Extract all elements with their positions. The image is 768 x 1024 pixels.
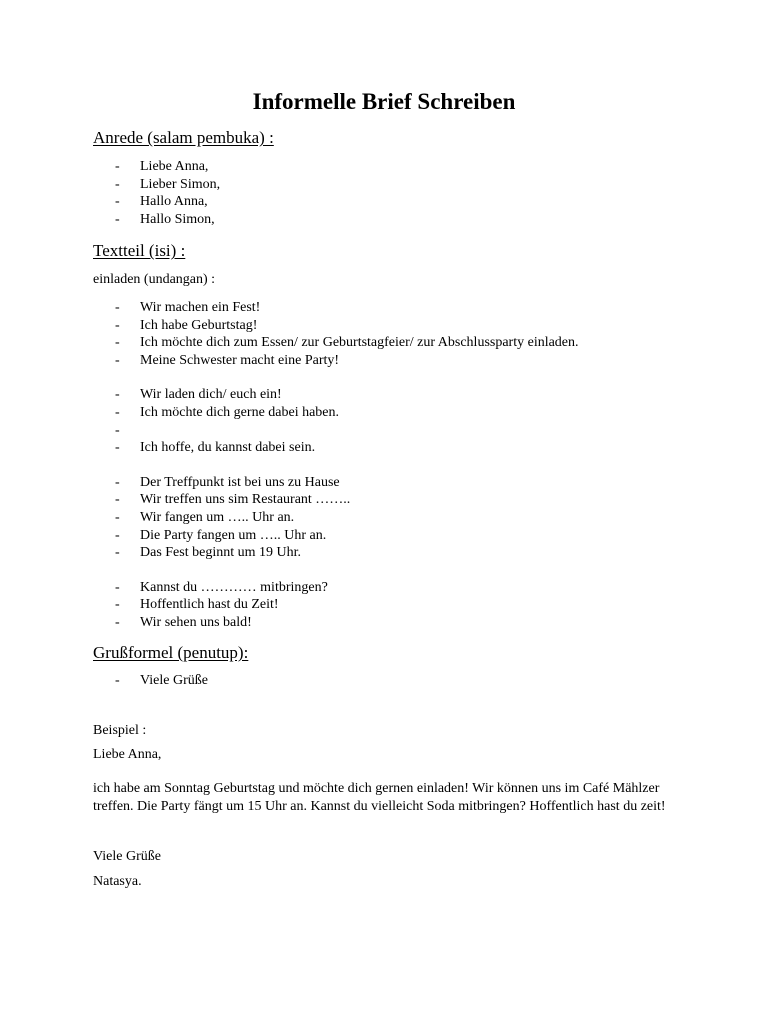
- example-body: ich habe am Sonntag Geburtstag und möchte dich gernen einladen! Wir können uns im Café Mählzer treffen. Die Party fängt um 15 Uhr an. Kannst du vielleicht Soda mitbringen? Hoffentlich hast du zeit!: [93, 781, 666, 814]
- list-item: - Wir laden dich/ euch ein!: [93, 386, 579, 404]
- list-item: [93, 422, 579, 440]
- grussformel-heading: Grußformel (penutup):: [93, 643, 249, 662]
- list-item: - Der Treffpunkt ist bei uns zu Hause: [93, 474, 579, 492]
- list-item: - Wir machen ein Fest!: [93, 299, 579, 317]
- beispiel-label: Beispiel :: [93, 723, 147, 738]
- example-greeting: Liebe Anna,: [93, 747, 162, 762]
- list-item: - Ich hoffe, du kannst dabei sein.: [93, 439, 579, 457]
- list-item: - Ich möchte dich gerne dabei haben.: [93, 404, 579, 422]
- grussformel-list: [93, 672, 208, 690]
- list-item: - Lieber Simon,: [93, 176, 220, 194]
- list-item: - Das Fest beginnt um 19 Uhr.: [93, 544, 579, 562]
- anrede-heading: Anrede (salam pembuka) :: [93, 128, 274, 147]
- list-item: - Ich habe Geburtstag!: [93, 317, 579, 335]
- list-item: - Die Party fangen um ….. Uhr an.: [93, 527, 579, 545]
- textteil-heading: Textteil (isi) :: [93, 241, 186, 260]
- example-signature: Natasya.: [93, 874, 142, 889]
- list-item: - Wir treffen uns sim Restaurant ……..: [93, 491, 579, 509]
- example-closing: Viele Grüße: [93, 849, 161, 864]
- list-item: - Hoffentlich hast du Zeit!: [93, 596, 579, 614]
- list-item: - Meine Schwester macht eine Party!: [93, 352, 579, 370]
- textteil-list: [93, 299, 579, 632]
- list-item: - Wir fangen um ….. Uhr an.: [93, 509, 579, 527]
- list-item: - Liebe Anna,: [93, 158, 220, 176]
- list-item: - Hallo Simon,: [93, 211, 220, 229]
- list-item: - Viele Grüße: [93, 672, 208, 690]
- einladen-label: einladen (undangan) :: [93, 272, 216, 287]
- list-item: - Ich möchte dich zum Essen/ zur Geburtstagfeier/ zur Abschlussparty einladen.: [93, 334, 579, 352]
- list-item: - Wir sehen uns bald!: [93, 614, 579, 632]
- list-item: - Kannst du ………… mitbringen?: [93, 579, 579, 597]
- anrede-list: [93, 158, 220, 229]
- page-title: Informelle Brief Schreiben: [252, 89, 516, 114]
- list-item: - Hallo Anna,: [93, 193, 220, 211]
